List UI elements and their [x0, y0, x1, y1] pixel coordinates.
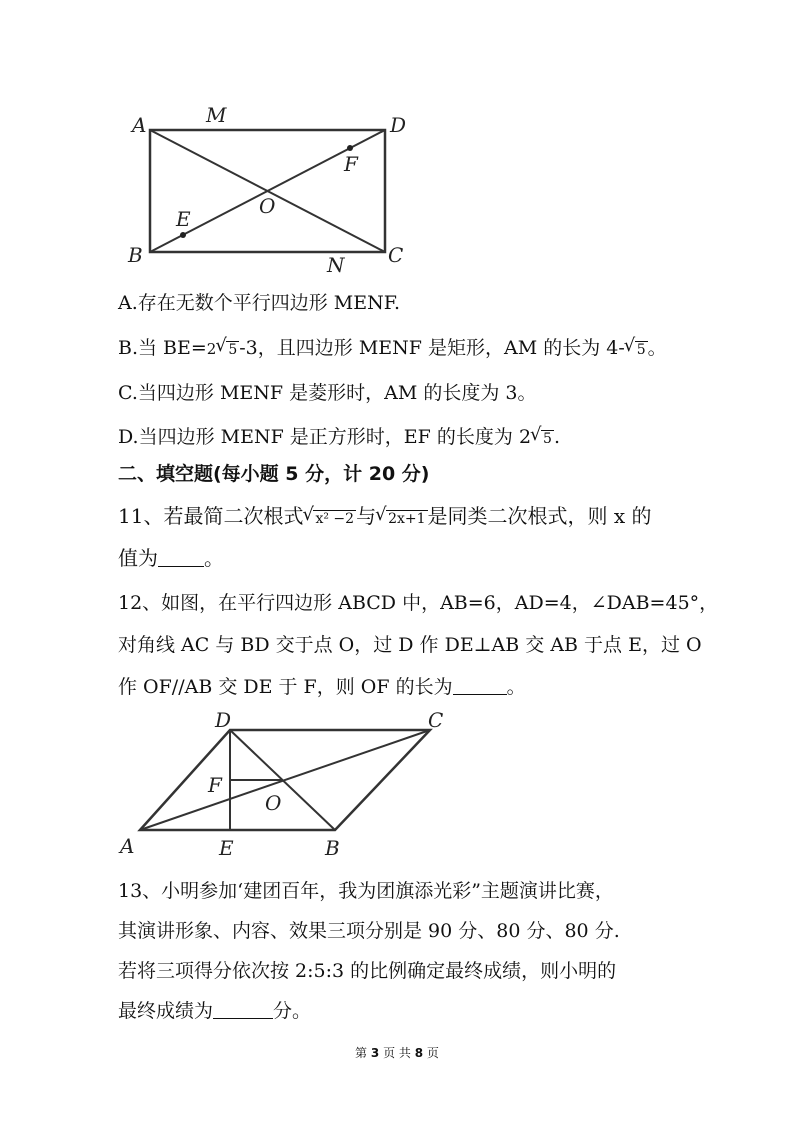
answer-blank[interactable]	[453, 674, 507, 695]
sqrt-5: √ 5	[216, 336, 239, 363]
question-12-line1: 12、如图，在平行四边形 ABCD 中，AB=6，AD=4，∠DAB=45°，	[118, 592, 719, 614]
section-heading: 二、填空题(每小题 5 分，计 20 分)	[118, 463, 430, 485]
question-13-line2: 其演讲形象、内容、效果三项分别是 90 分、80 分、80 分.	[118, 920, 620, 942]
point-e	[180, 232, 186, 238]
question-12-line2: 对角线 AC 与 BD 交于点 O，过 D 作 DE⊥AB 交 AB 于点 E，过 O	[118, 634, 702, 656]
label-d: D	[390, 113, 407, 137]
label-c: C	[428, 708, 444, 732]
total-pages: 8	[414, 1046, 424, 1060]
option-d: D.当四边形 MENF 是正方形时，EF 的长度为 2√ 5 .	[118, 424, 754, 452]
label-n: N	[327, 253, 345, 275]
option-c: C.当四边形 MENF 是菱形时，AM 的长度为 3。	[118, 382, 537, 404]
answer-blank[interactable]	[158, 546, 204, 567]
option-b: B.当 BE=2√ 5 -3，且四边形 MENF 是矩形，AM 的长为 4-√ 5 。	[118, 335, 754, 363]
figure-parallelogram	[115, 705, 465, 865]
sqrt-2x-plus-1: √ 2x+1	[376, 505, 427, 532]
page-footer: 第 3 页 共 8 页	[355, 1046, 439, 1060]
label-f: F	[208, 773, 222, 797]
question-11-line1: 11、若最简二次根式√ x² −2 与√ 2x+1 是同类二次根式，则 x 的	[118, 503, 754, 532]
sqrt-x2-minus-2: √ x² −2	[303, 505, 356, 532]
label-m: M	[206, 103, 227, 127]
label-c: C	[388, 243, 404, 267]
question-13-line3: 若将三项得分依次按 2:5:3 的比例确定最终成绩，则小明的	[118, 960, 617, 982]
label-b: B	[325, 836, 340, 860]
label-a: A	[120, 834, 135, 858]
sqrt-5: √ 5	[625, 336, 648, 363]
sqrt-5: √ 5	[531, 425, 554, 452]
label-d: D	[215, 708, 232, 732]
question-13-line1: 13、小明参加‘建团百年，我为团旗添光彩”主题演讲比赛，	[118, 880, 614, 902]
label-f: F	[344, 152, 358, 176]
question-11-line2: 值为 。	[118, 546, 224, 570]
figure-rectangle	[120, 100, 420, 275]
answer-blank[interactable]	[213, 998, 273, 1019]
label-b: B	[128, 243, 143, 267]
option-a: A.存在无数个平行四边形 MENF.	[118, 292, 401, 314]
point-f	[347, 145, 353, 151]
label-a: A	[132, 113, 147, 137]
label-e: E	[219, 836, 234, 860]
label-o: O	[259, 194, 276, 218]
question-12-line3: 作 OF//AB 交 DE 于 F，则 OF 的长为 。	[118, 676, 526, 698]
label-o: O	[265, 791, 282, 815]
current-page: 3	[370, 1046, 380, 1060]
label-e: E	[176, 207, 191, 231]
option-b-coef: 2	[206, 340, 217, 358]
question-13-line4: 最终成绩为 分。	[118, 1000, 312, 1022]
